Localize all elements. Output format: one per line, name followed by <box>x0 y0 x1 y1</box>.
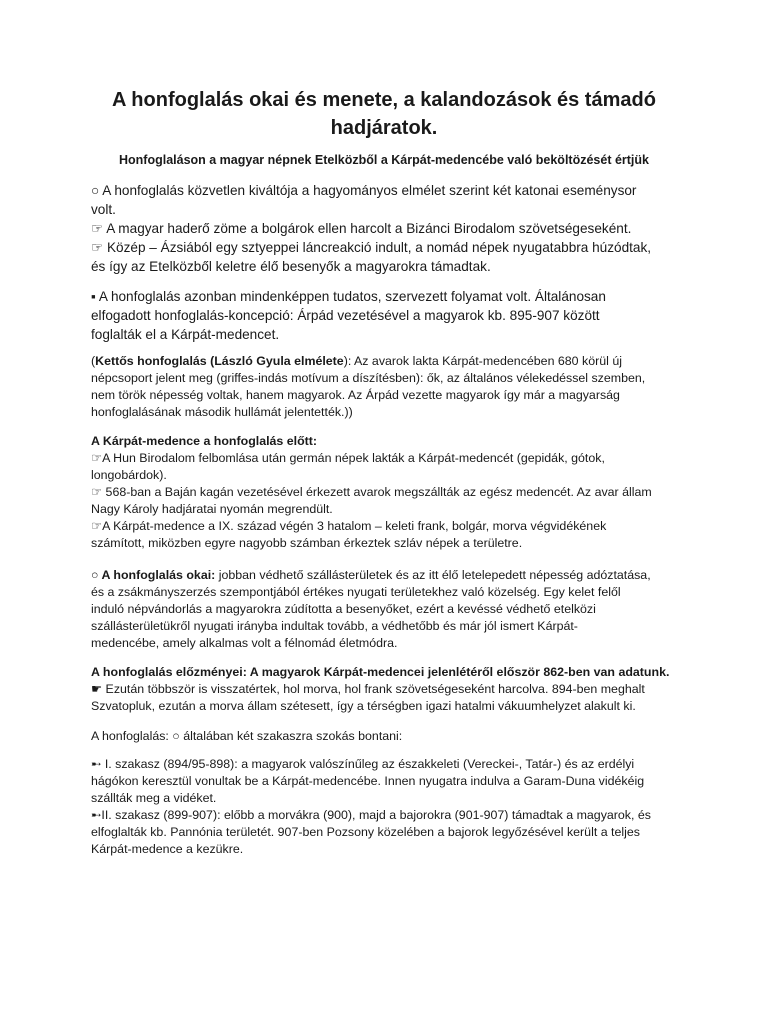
text-line: hágókon keresztül vonultak be a Kárpát-medencébe. Innen nyugatra indulva a Garam-Duna vidékéig <box>91 774 645 788</box>
text-line: Kárpát-medence a kezükre. <box>91 842 244 856</box>
title-line: hadjáratok. <box>330 117 438 139</box>
text-line: A honfoglalás: ○ általában két szakaszra szokás bontani: <box>91 729 403 743</box>
document-title <box>90 86 678 142</box>
paragraph-antecedents <box>91 664 691 715</box>
text-line: Szvatopluk, ezután a morva állam szétesett, így a térségben igazi hatalmi vákuumhelyzet alakult ki. <box>91 699 636 713</box>
text-line: ☞ A magyar haderő zöme a bolgárok ellen harcolt a Bizánci Birodalom szövetségeseként. <box>91 221 632 236</box>
text-line: medencébe, amely alkalmas volt a félnomád életmódra. <box>91 636 398 650</box>
text-line: ▪ A honfoglalás azonban mindenképpen tudatos, szervezett folyamat volt. Általánosan <box>91 289 606 304</box>
text-line: számított, miközben egyre nagyobb számban érkeztek szláv népek a területre. <box>91 536 523 550</box>
text-line: nem török népesség voltak, hanem magyarok. Az Árpád vezette magyarok így már a magyarság <box>91 388 620 402</box>
text-line: ➸II. szakasz (899-907): előbb a morvákra (900), majd a bajorokra (901-907) támadtak a magyarok, és <box>91 808 651 822</box>
text-line: elfogadott honfoglalás-koncepció: Árpád vezetésével a magyarok kb. 895-907 között <box>91 308 600 323</box>
text-line: ☞ 568-ban a Baján kagán vezetésével érkezett avarok megszállták az egész medencét. Az avar állam <box>91 485 652 499</box>
section-heading: A Kárpát-medence a honfoglalás előtt: <box>91 434 318 448</box>
text-line: A honfoglalás előzményei: A magyarok Kárpát-medencei jelenlétéről először 862-ben van adatunk. <box>91 665 670 679</box>
text-line <box>91 567 691 584</box>
text-line: ☞A Kárpát-medence a IX. század végén 3 hatalom – keleti frank, bolgár, morva végvidékének <box>91 519 607 533</box>
text-line: ☞ Közép – Ázsiából egy sztyeppei láncreakció indult, a nomád népek nyugatabbra húzódtak, <box>91 240 652 255</box>
paragraph-reasons <box>91 567 691 652</box>
paragraph-conscious-process <box>91 287 691 344</box>
text-line <box>91 353 691 370</box>
text-line: induló népvándorlás a magyarokra zúdította a besenyőket, ezért a kevéssé védhető etelközi <box>91 602 596 616</box>
text-line: ➸ I. szakasz (894/95-898): a magyarok valószínűleg az északkeleti (Vereckei-, Tatár-) és az erdélyi <box>91 757 635 771</box>
reasons-text: jobban védhető szállásterületek és az itt élő letelepedett népesség adóztatása, <box>215 568 651 582</box>
text-line: szállásterületükről nyugati irányba indultak tovább, a védhetőbb és már jól ismert Kárpát- <box>91 619 578 633</box>
text-line: honfoglalásának második hullámát jelentették.)) <box>91 405 353 419</box>
paragraph-before-conquest <box>91 433 691 552</box>
open-paren: ( <box>91 354 96 368</box>
text-line: foglalták el a Kárpát-medencet. <box>91 327 280 342</box>
title-line: A honfoglalás okai és menete, a kalandozások és támadó <box>112 89 656 111</box>
text-line: és így az Etelközből keletre élő besenyők a magyarokra támadtak. <box>91 259 491 274</box>
document-subtitle: Honfoglaláson a magyar népnek Etelközből a Kárpát-medencébe való beköltözését értjük <box>118 153 649 167</box>
paragraph-phases <box>91 756 691 858</box>
text-line: népcsoport jelent meg (griffes-indás motívum a díszítésben): ők, az általános vélekedéssel szemben, <box>91 371 646 385</box>
text-line: ☛ Ezután többször is visszatértek, hol morva, hol frank szövetségeseként harcolva. 894-ben meghalt <box>91 682 645 696</box>
text-line: ○ A honfoglalás közvetlen kiváltója a hagyományos elmélet szerint két katonai eseménysor <box>91 183 637 198</box>
text-line: szállták meg a vidéket. <box>91 791 217 805</box>
text-line: volt. <box>91 202 116 217</box>
text-line: Nagy Károly hadjáratai nyomán megrendült. <box>91 502 333 516</box>
theory-name: Kettős honfoglalás (László Gyula elmélete <box>95 354 344 368</box>
theory-text: ): Az avarok lakta Kárpát-medencében 680 körül új <box>343 354 622 368</box>
paragraph-double-conquest <box>91 353 691 421</box>
paragraph-two-phases-intro <box>91 728 691 745</box>
text-line: longobárdok). <box>91 468 167 482</box>
paragraph-direct-causes <box>91 181 691 276</box>
text-line: ☞A Hun Birodalom felbomlása után germán népek lakták a Kárpát-medencét (gepidák, gótok, <box>91 451 605 465</box>
reasons-label: ○ A honfoglalás okai: <box>91 568 216 582</box>
text-line: elfoglalták kb. Pannónia területét. 907-ben Pozsony közelében a bajorok legyőzésével került a teljes <box>91 825 640 839</box>
text-line: és a zsákmányszerzés szempontjából értékes nyugati területekhez való közelség. Egy kelet felől <box>91 585 621 599</box>
